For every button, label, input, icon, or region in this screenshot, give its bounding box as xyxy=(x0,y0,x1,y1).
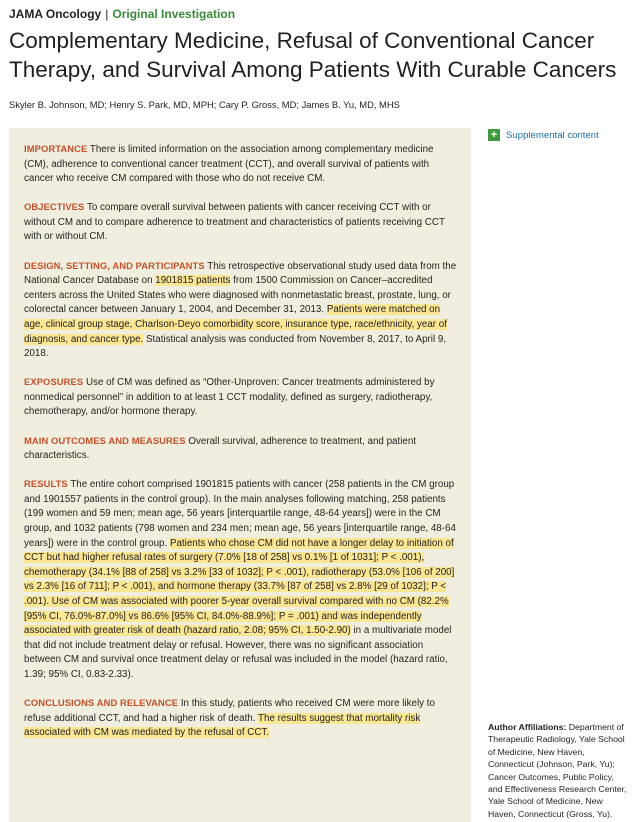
affiliations-text: Department of Therapeutic Radiology, Yale School of Medicine, New Haven, Connecticut (Johnson, Park, Yu); Cancer Outcomes, Public Policy, and Effectiveness Research Center, Yale School of Medicine, New Haven, Connecticut (Gross, Yu). xyxy=(488,722,627,819)
abstract-outcomes xyxy=(24,434,457,464)
design-highlight-matching: Patients were matched on age, clinical group stage, Charlson-Deyo comorbidity score, insurance type, race/ethnicity, year of diagnosis, and cancer type. xyxy=(24,304,447,345)
abstract-objectives xyxy=(24,200,457,245)
abstract-exposures xyxy=(24,375,457,420)
article-header xyxy=(9,7,235,21)
conclusions-text: In this study, patients who received CM were more likely to refuse additional CCT, and had a higher risk of death. xyxy=(24,698,435,724)
design-text: from 1500 Commission on Cancer–accredited centers across the United States who were diagnosed with nonmetastatic breast, prostate, lung, or colorectal cancer between January 1, 2004, and December 31, 2013. xyxy=(24,275,451,316)
abstract-conclusions xyxy=(24,696,457,741)
exposures-heading: EXPOSURES xyxy=(24,376,84,388)
abstract-design xyxy=(24,259,457,362)
results-highlight: Patients who chose CM did not have a longer delay to initiation of CCT but had higher refusal rates of surgery (7.0% [18 of 258] vs 0.1% [1 of 1031]; P < .001), chemotherapy (34.1% [88 of 258] vs 3.2% [33 of 1032]; P < .001), radiotherapy (53.0% [106 of 200] vs 2.3% [16 of 711]; P < .001), and hormone therapy (33.7% [87 of 258] vs 2.8% [29 of 1032]; P < .001). Use of CM was associated with poorer 5-year overall survival compared with no CM (82.2% [95% CI, 76.0%-87.0%] vs 86.6% [95% CI, 84.0%-88.9%]; P = .001) and was independently associated with greater risk of death (hazard ratio, 2.08; 95% CI, 1.50-2.90) xyxy=(24,537,455,637)
results-text: in a multivariate model that did not include treatment delay or refusal. However, there was no significant association between CM and survival once treatment delay or refusal was included in the model (hazard ratio, 1.39; 95% CI, 0.83-2.33). xyxy=(24,625,452,680)
author-list: Skyler B. Johnson, MD; Henry S. Park, MD, MPH; Cary P. Gross, MD; James B. Yu, MD, MHS xyxy=(9,99,400,110)
outcomes-heading: MAIN OUTCOMES AND MEASURES xyxy=(24,434,186,446)
importance-text: There is limited information on the association among complementary medicine (CM), adherence to conventional cancer treatment (CCT), and overall survival of patients with cancer who receive CM compared with those who do not receive CM. xyxy=(24,144,434,185)
importance-heading: IMPORTANCE xyxy=(24,143,88,154)
design-highlight-patients: 1901815 patients xyxy=(155,275,231,287)
plus-icon: + xyxy=(488,129,500,141)
design-text: Statistical analysis was conducted from November 8, 2017, to April 9, 2018. xyxy=(24,333,447,360)
journal-name: JAMA Oncology xyxy=(9,7,102,21)
supplemental-label: Supplemental content xyxy=(506,129,599,141)
outcomes-text: Overall survival, adherence to treatment, and patient characteristics. xyxy=(24,435,417,462)
design-text: This retrospective observational study used data from the National Cancer Database on xyxy=(24,260,457,287)
affiliations-label: Author Affiliations: xyxy=(488,722,567,732)
author-affiliations xyxy=(488,721,628,820)
article-title: Complementary Medicine, Refusal of Conventional Cancer Therapy, and Survival Among Patients With Curable Cancers xyxy=(9,28,617,82)
objectives-heading: OBJECTIVES xyxy=(24,201,85,213)
abstract-results xyxy=(24,477,457,682)
objectives-text: To compare overall survival between patients with cancer receiving CCT with or without CM and to compare adherence to treatment and characteristics of patients receiving CCT with or without CM. xyxy=(24,202,445,243)
conclusions-heading: CONCLUSIONS AND RELEVANCE xyxy=(24,697,179,708)
design-heading: DESIGN, SETTING, AND PARTICIPANTS xyxy=(24,259,205,271)
exposures-text: Use of CM was defined as “Other-Unproven: Cancer treatments administered by nonmedical personnel” in addition to at least 1 CCT modality, defined as surgery, radiotherapy, chemotherapy, and/or hormone therapy. xyxy=(24,377,435,418)
results-heading: RESULTS xyxy=(24,478,68,490)
abstract-box xyxy=(9,128,471,822)
section-label: Original Investigation xyxy=(112,7,236,21)
supplemental-content-link[interactable] xyxy=(488,129,599,141)
header-separator: | xyxy=(105,7,109,21)
results-text: The entire cohort comprised 1901815 patients with cancer (258 patients in the CM group and 1901557 patients in the control group). In the main analyses following matching, 258 patients (199 women and 59 men; mean age, 56 years [interquartile range, 48-64 years]) were in the CM group, and 1032 patients (798 women and 234 men; mean age, 56 years [interquartile range, 48-64 years]) were in the control group. xyxy=(24,479,456,549)
abstract-importance xyxy=(24,142,457,187)
conclusions-highlight: The results suggest that mortality risk associated with CM was mediated by the refusal of CCT. xyxy=(24,712,421,739)
